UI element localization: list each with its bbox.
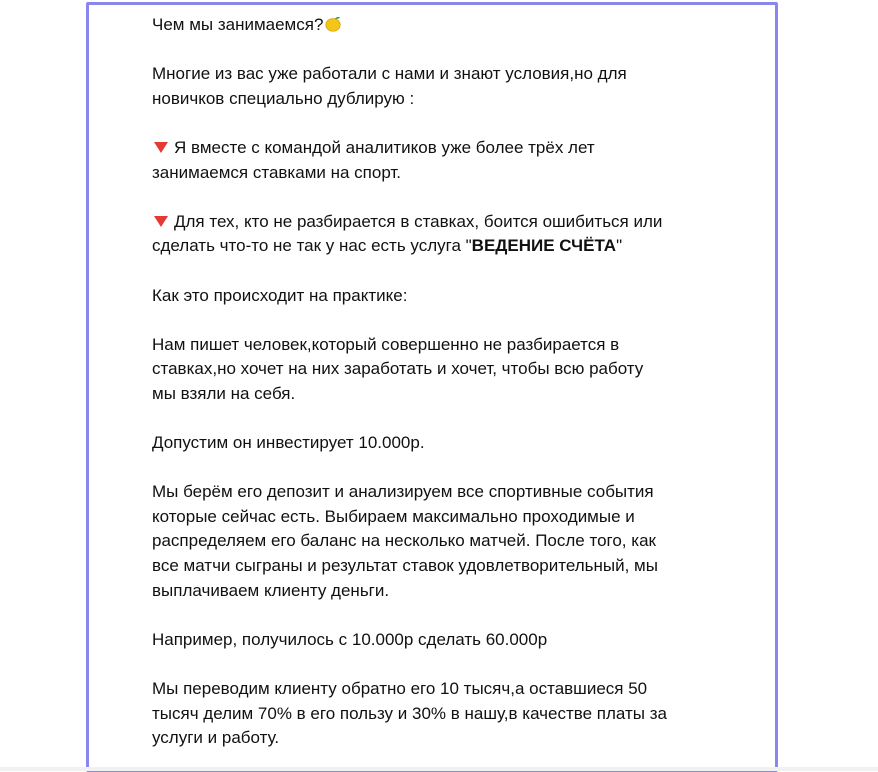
message-text [152,13,712,751]
message-title [152,13,712,38]
bullet-item: Я вместе с командой аналитиков уже более трёх лет занимаемся ставками на спорт. [152,137,595,182]
paragraph: Мы берём его депозит и анализируем все спортивные события которые сейчас есть. Выбираем максимально проходимые и распределяем его баланс на несколько матчей. После того, как все матчи сыграны и результат ставок удовлетворительный, мы выплачиваем клиенту деньги. [152,482,658,600]
message-frame [86,2,778,772]
paragraph: Мы переводим клиенту обратно его 10 тысяч,а оставшиеся 50 тысяч делим 70% в его пользу и 30% в нашу,в качестве платы за услуги и работу. [152,679,667,748]
paragraph: Как это происходит на практике: [152,285,408,305]
title-text: Чем мы занимаемся? [152,15,324,34]
bullet-item: Для тех, кто не разбирается в ставках, боится ошибиться или сделать что-то не так у нас есть услуга "ВЕДЕНИЕ СЧЁТА" [152,211,663,256]
red-triangle-down-icon [152,140,170,154]
paragraph: Нам пишет человек,который совершенно не разбирается в ставках,но хочет на них заработать и хочет, чтобы всю работу мы взяли на себя. [152,334,644,403]
bottom-bar [0,767,878,771]
intro-paragraph: Многие из вас уже работали с нами и знают условия,но для новичков специально дублирую : [152,64,627,108]
paragraph: Например, получилось с 10.000р сделать 60.000р [152,629,548,649]
red-triangle-down-icon [152,214,170,228]
service-name: ВЕДЕНИЕ СЧЁТА [471,236,617,256]
lemon-icon [324,15,342,33]
paragraph: Допустим он инвестирует 10.000р. [152,433,425,453]
